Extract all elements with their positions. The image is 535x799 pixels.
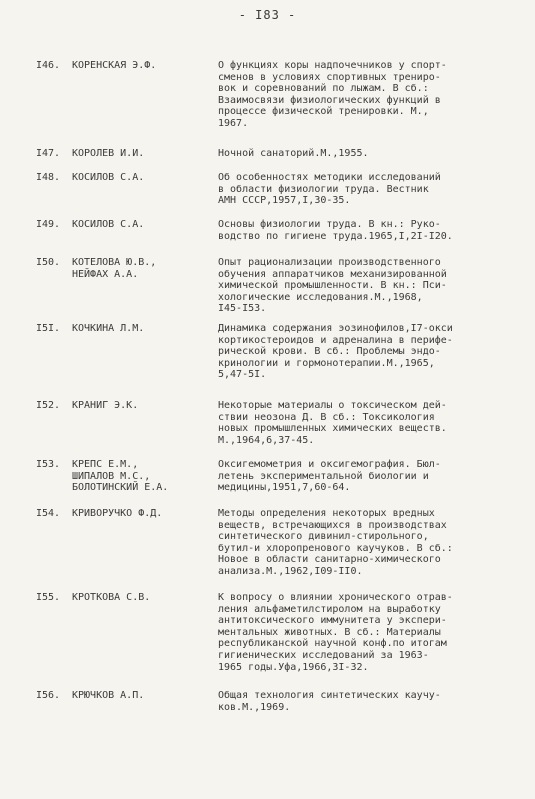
- description-line: хологические исследования.М.,1968,: [218, 291, 423, 303]
- entry-description: [218, 508, 518, 578]
- description-line: АМН СССР,1957,I,30-35.: [218, 195, 351, 207]
- author-name: КРОТКОВА С.В.: [72, 592, 151, 603]
- description-line: анализа.М.,1962,I09-II0.: [218, 565, 363, 577]
- description-line: бутил-и хлоропренового каучуков. В сб.:: [218, 542, 453, 554]
- description-line: гигиенических исследований за 1963-: [218, 649, 429, 661]
- entry-description: [218, 219, 518, 242]
- entry-authors: [72, 148, 212, 160]
- author-name: КОСИЛОВ С.А.: [72, 172, 145, 183]
- description-line: Ночной санаторий.М.,1955.: [218, 148, 369, 159]
- description-line: антитоксического иммунитета у экспери-: [218, 615, 447, 627]
- description-line: республиканской научной конф.по итогам: [218, 638, 447, 650]
- entry-number: I50.: [36, 257, 61, 268]
- entry-description: [218, 257, 518, 315]
- description-line: ков.М.,1969.: [218, 701, 291, 713]
- entry-description: [218, 60, 518, 130]
- description-line: кринологии и гормонотерапии.М.,1965,: [218, 357, 435, 369]
- entry-number: I5I.: [36, 323, 61, 334]
- description-line: О функциях коры надпочечников у спорт-: [218, 60, 447, 71]
- entry-authors: [72, 592, 212, 604]
- description-line: 1967.: [218, 117, 249, 129]
- description-line: Взаимосвязи физиологических функций в: [218, 94, 441, 106]
- description-line: новых промышленных химических веществ.: [218, 423, 447, 435]
- author-name: КОТЕЛОВА Ю.В.,: [72, 257, 157, 268]
- description-line: М.,1964,6,37-45.: [218, 434, 315, 446]
- description-line: Опыт рационализации производственного: [218, 257, 441, 268]
- description-line: Основы физиологии труда. В кн.: Руко-: [218, 219, 441, 230]
- entry-number: I56.: [36, 690, 61, 701]
- description-line: Новое в области санитарно-химического: [218, 554, 441, 566]
- description-line: веществ, встречающихся в производствах: [218, 519, 447, 531]
- description-line: 5,47-5I.: [218, 369, 267, 381]
- entry-authors: [72, 459, 212, 494]
- author-name: КРАНИГ Э.К.: [72, 400, 139, 411]
- entry-number: I54.: [36, 508, 61, 519]
- author-name: ШИПАЛОВ М.С.,: [72, 470, 151, 482]
- description-line: Общая технология синтетических каучу-: [218, 690, 441, 701]
- author-name: КОРОЛЕВ И.И.: [72, 148, 145, 159]
- entry-description: [218, 323, 518, 381]
- entry-authors: [72, 219, 212, 231]
- entry-description: [218, 690, 518, 713]
- entry-number: I47.: [36, 148, 61, 159]
- description-line: процессе физической тренировки. М.,: [218, 106, 429, 118]
- entry-number: I46.: [36, 60, 61, 71]
- author-name: КРЕПС Е.М.,: [72, 459, 139, 470]
- author-name: КРЮЧКОВ А.П.: [72, 690, 145, 701]
- author-name: БОЛОТИНСКИЙ Е.А.: [72, 482, 169, 494]
- entry-authors: [72, 257, 212, 280]
- description-line: в области физиологии труда. Вестник: [218, 183, 429, 195]
- entry-description: [218, 459, 518, 494]
- entry-number: I49.: [36, 219, 61, 230]
- description-line: вок и соревнований по лыжам. В сб.:: [218, 83, 429, 95]
- description-line: ствии неозона Д. В сб.: Токсикология: [218, 411, 435, 423]
- entry-description: [218, 592, 518, 673]
- description-line: К вопросу о влиянии хронического отрав-: [218, 592, 453, 603]
- entry-authors: [72, 400, 212, 412]
- entry-authors: [72, 690, 212, 702]
- description-line: кортикостероидов и адреналина в перифе-: [218, 334, 453, 346]
- entry-number: I53.: [36, 459, 61, 470]
- entry-authors: [72, 172, 212, 184]
- author-name: КОСИЛОВ С.А.: [72, 219, 145, 230]
- entry-authors: [72, 60, 212, 72]
- description-line: водство по гигиене труда.1965,I,2I-I20.: [218, 230, 453, 242]
- description-line: Некоторые материалы о токсическом дей-: [218, 400, 447, 411]
- author-name: КОРЕНСКАЯ Э.Ф.: [72, 60, 157, 71]
- entry-number: I55.: [36, 592, 61, 603]
- description-line: сменов в условиях спортивных трениро-: [218, 71, 441, 83]
- page-number: - I83 -: [238, 8, 297, 22]
- description-line: обучения аппаратчиков механизированной: [218, 268, 447, 280]
- description-line: Оксигемометрия и оксигемография. Бюл-: [218, 459, 441, 470]
- description-line: Динамика содержания эозинофилов,I7-окси: [218, 323, 453, 334]
- author-name: НЕЙФАХ А.А.: [72, 268, 139, 280]
- description-line: химической промышленности. В кн.: Пси-: [218, 280, 447, 292]
- description-line: медицины,1951,7,60-64.: [218, 482, 351, 494]
- entry-number: I52.: [36, 400, 61, 411]
- author-name: КРИВОРУЧКО Ф.Д.: [72, 508, 163, 519]
- description-line: ментальных животных. В сб.: Материалы: [218, 626, 441, 638]
- description-line: синтетического дивинил-стирольного,: [218, 531, 429, 543]
- description-line: ления альфаметилстиролом на выработку: [218, 603, 441, 615]
- entry-description: [218, 172, 518, 207]
- author-name: КОЧКИНА Л.М.: [72, 323, 145, 334]
- description-line: I45-I53.: [218, 303, 267, 315]
- description-line: рической крови. В сб.: Проблемы эндо-: [218, 346, 441, 358]
- entry-authors: [72, 508, 212, 520]
- description-line: 1965 годы.Уфа,1966,3I-32.: [218, 661, 369, 673]
- entry-description: [218, 400, 518, 446]
- entry-authors: [72, 323, 212, 335]
- description-line: летень экспериментальной биологии и: [218, 470, 429, 482]
- entry-description: [218, 148, 518, 160]
- entry-number: I48.: [36, 172, 61, 183]
- description-line: Методы определения некоторых вредных: [218, 508, 435, 519]
- description-line: Об особенностях методики исследований: [218, 172, 441, 183]
